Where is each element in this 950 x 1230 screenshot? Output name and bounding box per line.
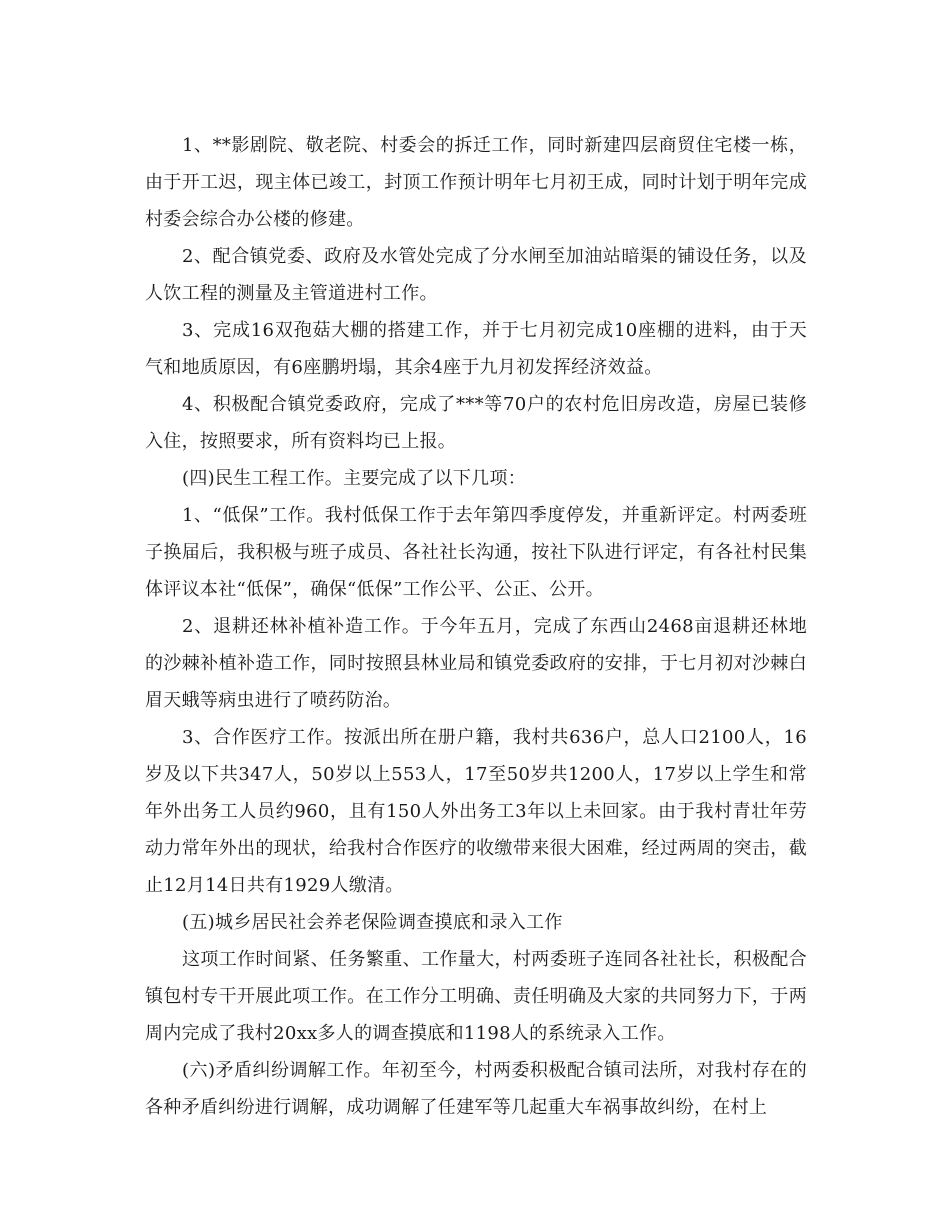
paragraph-pension: 这项工作时间紧、任务繁重、工作量大，村两委班子连同各社社长，积极配合镇包村专干开展此项工作。在工作分工明确、责任明确及大家的共同努力下，于两周内完成了我村20xx多人的调查摸底和1198人的系统录入工作。: [145, 949, 807, 1044]
section-heading-6: (六)矛盾纠纷调解工作。年初至今，村两委积极配合镇司法所，对我村存在的各种矛盾纠纷进行调解，成功调解了任建军等几起重大车祸事故纠纷，在村上: [145, 1060, 807, 1118]
document-body: [145, 127, 807, 1126]
paragraph-item-1: 1、**影剧院、敬老院、村委会的拆迁工作，同时新建四层商贸住宅楼一栋，由于开工迟，现主体已竣工，封顶工作预计明年七月初王成，同时计划于明年完成村委会综合办公楼的修建。: [145, 135, 807, 230]
paragraph-item-2: 2、配合镇党委、政府及水管处完成了分水闸至加油站暗渠的铺设任务，以及人饮工程的测量及主管道进村工作。: [145, 246, 807, 304]
section-heading-5: (五)城乡居民社会养老保险调查摸底和录入工作: [182, 912, 563, 933]
paragraph-medical: 3、合作医疗工作。按派出所在册户籍，我村共636户，总人口2100人，16岁及以下共347人，50岁以上553人，17至50岁共1200人，17岁以上学生和常年外出务工人员约960，且有150人外出务工3年以上未回家。由于我村青壮年劳动力常年外出的现状，给我村合作医疗的收缴带来很大困难，经过两周的突击，截止12月14日共有1929人缴清。: [145, 727, 807, 896]
paragraph-dibao: 1、“低保”工作。我村低保工作于去年第四季度停发，并重新评定。村两委班子换届后，我积极与班子成员、各社社长沟通，按社下队进行评定，有各社村民集体评议本社“低保”，确保“低保”工作公平、公正、公开。: [145, 505, 807, 600]
section-heading-4: (四)民生工程工作。主要完成了以下几项：: [182, 468, 527, 489]
paragraph-item-3: 3、完成16双孢菇大棚的搭建工作，并于七月初完成10座棚的进料，由于天气和地质原因，有6座鹏坍塌，其余4座于九月初发挥经济效益。: [145, 320, 807, 378]
paragraph-tuigeng: 2、退耕还林补植补造工作。于今年五月，完成了东西山2468亩退耕还林地的沙棘补植补造工作，同时按照县林业局和镇党委政府的安排，于七月初对沙棘白眉天蛾等病虫进行了喷药防治。: [145, 616, 807, 711]
paragraph-item-4: 4、积极配合镇党委政府，完成了***等70户的农村危旧房改造，房屋已装修入住，按照要求，所有资料均已上报。: [145, 394, 807, 452]
